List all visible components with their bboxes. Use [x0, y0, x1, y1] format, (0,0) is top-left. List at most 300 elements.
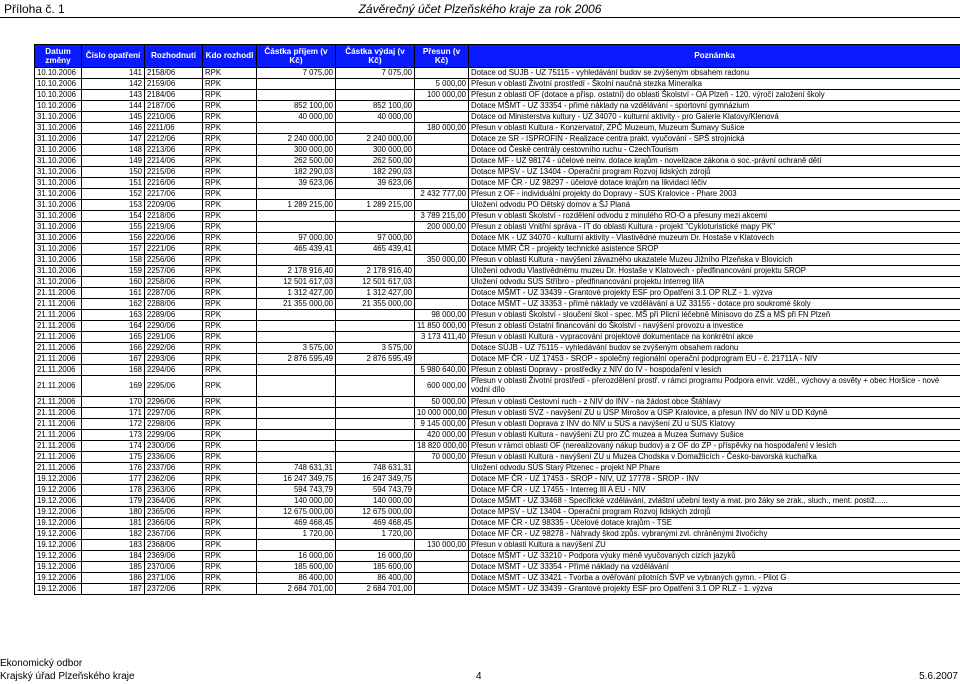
- row-date: 31.10.2006: [35, 134, 82, 145]
- row-decision: 2299/06: [145, 430, 203, 441]
- row-transfer: [415, 551, 469, 562]
- row-date: 19.12.2006: [35, 474, 82, 485]
- table-row: [35, 573, 960, 584]
- row-date: 21.11.2006: [35, 408, 82, 419]
- row-decision: 2296/06: [145, 397, 203, 408]
- row-note: Přesun v rámci oblasti OF (nerealizovaný nákup budov) a z OF do ZP - příspěvky na hospodaření v lesích: [469, 441, 960, 452]
- row-income: [257, 419, 336, 430]
- row-income: [257, 123, 336, 134]
- row-date: 31.10.2006: [35, 266, 82, 277]
- table-row: [35, 518, 960, 529]
- row-measure-number: 182: [82, 529, 145, 540]
- row-income: [257, 376, 336, 397]
- row-measure-number: 141: [82, 68, 145, 79]
- row-expense: 185 600,00: [336, 562, 415, 573]
- row-decision: 2187/06: [145, 101, 203, 112]
- row-measure-number: 161: [82, 288, 145, 299]
- row-note: Přesun v oblasti SVZ - navýšení ZU u ÚSP Mirošov a ÚSP Kralovice, a přesun INV do NIV u DD Kdyně: [469, 408, 960, 419]
- row-measure-number: 171: [82, 408, 145, 419]
- row-expense: [336, 211, 415, 222]
- table-row: [35, 79, 960, 90]
- row-note: Dotace MPSV - UZ 13404 - Operační program Rozvoj lidských zdrojů: [469, 507, 960, 518]
- row-decided-by: RPK: [203, 178, 257, 189]
- table-row: [35, 540, 960, 551]
- row-income: [257, 441, 336, 452]
- row-expense: 1 720,00: [336, 529, 415, 540]
- table-row: [35, 90, 960, 101]
- row-measure-number: 183: [82, 540, 145, 551]
- row-expense: 2 178 916,40: [336, 266, 415, 277]
- row-note: Dotace MŠMT - UZ 33439 - Grantové projekty ESF pro Opatření 3.1 OP RLZ - 1. výzva: [469, 288, 960, 299]
- table-row: [35, 584, 960, 595]
- page-header: [0, 0, 960, 18]
- row-expense: [336, 397, 415, 408]
- row-income: 1 312 427,00: [257, 288, 336, 299]
- row-measure-number: 150: [82, 167, 145, 178]
- row-income: [257, 79, 336, 90]
- row-note: Přesun v oblasti Kultura a navýšení ZU: [469, 540, 960, 551]
- row-measure-number: 175: [82, 452, 145, 463]
- row-transfer: [415, 156, 469, 167]
- row-transfer: [415, 167, 469, 178]
- table-row: [35, 562, 960, 573]
- row-decision: 2214/06: [145, 156, 203, 167]
- row-note: Přesun v oblasti Kultura - navýšení ZU u Muzea Chodska v Domažlicích - Česko-bavorská kuchařka: [469, 452, 960, 463]
- row-decision: 2290/06: [145, 321, 203, 332]
- row-note: Dotace MŠMT - UZ 33353 - přímé náklady ve vzdělávání a UZ 33155 - dotace pro soukromé školy: [469, 299, 960, 310]
- table-row: [35, 211, 960, 222]
- table-row: [35, 332, 960, 343]
- row-measure-number: 164: [82, 321, 145, 332]
- row-expense: 12 501 617,03: [336, 277, 415, 288]
- row-transfer: 420 000,00: [415, 430, 469, 441]
- row-date: 10.10.2006: [35, 79, 82, 90]
- row-measure-number: 178: [82, 485, 145, 496]
- row-date: 21.11.2006: [35, 310, 82, 321]
- row-measure-number: 174: [82, 441, 145, 452]
- row-decision: 2297/06: [145, 408, 203, 419]
- row-decided-by: RPK: [203, 376, 257, 397]
- row-transfer: [415, 496, 469, 507]
- row-measure-number: 146: [82, 123, 145, 134]
- row-measure-number: 187: [82, 584, 145, 595]
- row-income: 300 000,00: [257, 145, 336, 156]
- document-title: Závěrečný účet Plzeňského kraje za rok 2006: [358, 2, 602, 16]
- row-decided-by: RPK: [203, 68, 257, 79]
- row-measure-number: 148: [82, 145, 145, 156]
- row-measure-number: 180: [82, 507, 145, 518]
- row-date: 21.11.2006: [35, 299, 82, 310]
- row-date: 19.12.2006: [35, 551, 82, 562]
- row-transfer: 5 980 640,00: [415, 365, 469, 376]
- row-income: 262 500,00: [257, 156, 336, 167]
- row-expense: [336, 189, 415, 200]
- row-measure-number: 168: [82, 365, 145, 376]
- row-transfer: [415, 68, 469, 79]
- row-transfer: [415, 529, 469, 540]
- row-transfer: [415, 288, 469, 299]
- row-transfer: [415, 474, 469, 485]
- row-decision: 2184/06: [145, 90, 203, 101]
- row-measure-number: 145: [82, 112, 145, 123]
- row-note: Uložení odvodu Vlastivědnému muzeu Dr. Hostaše v Klatovech - předfinancování projektu SROP: [469, 266, 960, 277]
- footer-office: Krajský úřad Plzeňského kraje: [0, 671, 135, 682]
- row-date: 31.10.2006: [35, 145, 82, 156]
- row-measure-number: 172: [82, 419, 145, 430]
- table-row: [35, 485, 960, 496]
- row-transfer: [415, 507, 469, 518]
- row-note: Přesun z oblasti Dopravy - prostředky z NIV do IV - hospodaření v lesích: [469, 365, 960, 376]
- row-decision: 2159/06: [145, 79, 203, 90]
- page-number: 4: [476, 671, 482, 682]
- table-row: [35, 430, 960, 441]
- row-income: [257, 321, 336, 332]
- row-date: 19.12.2006: [35, 529, 82, 540]
- row-decision: 2209/06: [145, 200, 203, 211]
- table-row: [35, 288, 960, 299]
- row-measure-number: 181: [82, 518, 145, 529]
- row-transfer: [415, 200, 469, 211]
- table-row: [35, 145, 960, 156]
- row-transfer: [415, 134, 469, 145]
- row-expense: [336, 255, 415, 266]
- row-income: [257, 452, 336, 463]
- row-transfer: [415, 343, 469, 354]
- row-income: 469 468,45: [257, 518, 336, 529]
- table-row: [35, 277, 960, 288]
- row-date: 19.12.2006: [35, 540, 82, 551]
- table-row: [35, 321, 960, 332]
- row-date: 21.11.2006: [35, 452, 82, 463]
- row-income: [257, 90, 336, 101]
- row-date: 21.11.2006: [35, 321, 82, 332]
- row-income: 2 684 701,00: [257, 584, 336, 595]
- row-decided-by: RPK: [203, 430, 257, 441]
- table-row: [35, 397, 960, 408]
- row-decision: 2287/06: [145, 288, 203, 299]
- table-row: [35, 156, 960, 167]
- row-income: 21 355 000,00: [257, 299, 336, 310]
- row-measure-number: 147: [82, 134, 145, 145]
- row-expense: [336, 90, 415, 101]
- row-measure-number: 167: [82, 354, 145, 365]
- row-income: 594 743,79: [257, 485, 336, 496]
- row-note: Dotace od SÚJB - UZ 75115 - vyhledávání budov se zvýšeným obsahem radonu: [469, 68, 960, 79]
- row-decision: 2289/06: [145, 310, 203, 321]
- row-expense: 1 312 427,00: [336, 288, 415, 299]
- row-expense: [336, 430, 415, 441]
- row-date: 31.10.2006: [35, 156, 82, 167]
- row-date: 19.12.2006: [35, 496, 82, 507]
- row-decided-by: RPK: [203, 255, 257, 266]
- row-date: 10.10.2006: [35, 90, 82, 101]
- row-note: Dotace MK - UZ 34070 - kulturní aktivity - Vlastivědné muzeum Dr. Hostaše v Klatovech: [469, 233, 960, 244]
- row-measure-number: 165: [82, 332, 145, 343]
- row-note: Dotace MŠMT - UZ 33439 - Grantové projekty ESF pro Opatření 3.1 OP RLZ - 1. výzva: [469, 584, 960, 595]
- row-date: 31.10.2006: [35, 255, 82, 266]
- row-transfer: 600 000,00: [415, 376, 469, 397]
- row-decided-by: RPK: [203, 222, 257, 233]
- row-date: 19.12.2006: [35, 485, 82, 496]
- row-expense: [336, 321, 415, 332]
- row-transfer: [415, 299, 469, 310]
- row-expense: [336, 408, 415, 419]
- row-income: [257, 310, 336, 321]
- row-note: Přesun v oblasti Doprava z INV do NIV u SÚS a navýšení ZU u SÚS Klatovy: [469, 419, 960, 430]
- row-transfer: 2 432 777,00: [415, 189, 469, 200]
- col-expense: Částka výdaj (v Kč): [336, 45, 415, 68]
- row-decision: 2370/06: [145, 562, 203, 573]
- row-expense: 86 400,00: [336, 573, 415, 584]
- row-decided-by: RPK: [203, 584, 257, 595]
- row-measure-number: 169: [82, 376, 145, 397]
- row-decided-by: RPK: [203, 156, 257, 167]
- row-note: Dotace MF ČR - UZ 17455 - Interreg III A EU - NIV: [469, 485, 960, 496]
- row-note: Uložení odvodu SÚS Stříbro - předfinancování projektu Interreg IIIA: [469, 277, 960, 288]
- row-decided-by: RPK: [203, 540, 257, 551]
- row-transfer: [415, 354, 469, 365]
- row-decision: 2292/06: [145, 343, 203, 354]
- row-measure-number: 158: [82, 255, 145, 266]
- row-decided-by: RPK: [203, 299, 257, 310]
- row-decision: 2369/06: [145, 551, 203, 562]
- row-expense: 2 876 595,49: [336, 354, 415, 365]
- row-date: 19.12.2006: [35, 518, 82, 529]
- row-income: 97 000,00: [257, 233, 336, 244]
- table-row: [35, 134, 960, 145]
- row-decided-by: RPK: [203, 244, 257, 255]
- row-decided-by: RPK: [203, 310, 257, 321]
- row-date: 21.11.2006: [35, 463, 82, 474]
- row-decision: 2218/06: [145, 211, 203, 222]
- row-decision: 2291/06: [145, 332, 203, 343]
- row-decided-by: RPK: [203, 134, 257, 145]
- row-transfer: [415, 277, 469, 288]
- row-date: 21.11.2006: [35, 397, 82, 408]
- row-note: Přesun v oblasti Životní prostředí - Školní naučná stezka Mineralka: [469, 79, 960, 90]
- row-transfer: 200 000,00: [415, 222, 469, 233]
- row-date: 31.10.2006: [35, 189, 82, 200]
- row-decided-by: RPK: [203, 266, 257, 277]
- row-income: [257, 332, 336, 343]
- row-decision: 2158/06: [145, 68, 203, 79]
- row-income: 2 240 000,00: [257, 134, 336, 145]
- row-transfer: [415, 101, 469, 112]
- row-decided-by: RPK: [203, 408, 257, 419]
- row-note: Přesun v oblasti Školství - sloučení škol - spec. MŠ při Plicní léčebně Minisovo do ZŠ a MŠ při FN Plzeň: [469, 310, 960, 321]
- row-note: Dotace MŠMT - UZ 33421 - Tvorba a ověřování pilotních ŠVP ve vybraných gymn. - Pilot G: [469, 573, 960, 584]
- row-note: Dotace MŠMT - UZ 33354 - přímé náklady na vzdělávání - sportovní gymnázium: [469, 101, 960, 112]
- table-row: [35, 365, 960, 376]
- table-row: [35, 200, 960, 211]
- row-measure-number: 151: [82, 178, 145, 189]
- row-transfer: 9 145 000,00: [415, 419, 469, 430]
- row-income: 12 501 617,03: [257, 277, 336, 288]
- row-decision: 2294/06: [145, 365, 203, 376]
- row-note: Dotace MF ČR - UZ 98297 - účelové dotace krajům na likvidaci léčiv: [469, 178, 960, 189]
- row-decision: 2257/06: [145, 266, 203, 277]
- row-decided-by: RPK: [203, 123, 257, 134]
- row-income: [257, 397, 336, 408]
- row-decision: 2221/06: [145, 244, 203, 255]
- header-rule: [0, 17, 960, 18]
- row-decision: 2337/06: [145, 463, 203, 474]
- row-decided-by: RPK: [203, 112, 257, 123]
- row-note: Přesun v oblasti Kultura - navýšení závazného ukazatele Muzeu Jižního Plzeňska v Blovicích: [469, 255, 960, 266]
- table-row: [35, 233, 960, 244]
- row-note: Přesun v oblasti Cestovní ruch - z NIV do INV - na žádost obce Štáhlavy: [469, 397, 960, 408]
- row-date: 19.12.2006: [35, 584, 82, 595]
- row-date: 21.11.2006: [35, 332, 82, 343]
- row-expense: 97 000,00: [336, 233, 415, 244]
- row-income: 2 876 595,49: [257, 354, 336, 365]
- row-date: 21.11.2006: [35, 354, 82, 365]
- row-note: Dotace od České centrály cestovního ruchu - CzechTourism: [469, 145, 960, 156]
- row-measure-number: 157: [82, 244, 145, 255]
- row-transfer: [415, 562, 469, 573]
- row-decided-by: RPK: [203, 79, 257, 90]
- row-transfer: [415, 573, 469, 584]
- row-decision: 2212/06: [145, 134, 203, 145]
- row-measure-number: 186: [82, 573, 145, 584]
- row-decided-by: RPK: [203, 321, 257, 332]
- row-measure-number: 156: [82, 233, 145, 244]
- row-date: 31.10.2006: [35, 200, 82, 211]
- row-measure-number: 153: [82, 200, 145, 211]
- row-date: 31.10.2006: [35, 112, 82, 123]
- row-transfer: 18 820 000,00: [415, 441, 469, 452]
- row-expense: 300 000,00: [336, 145, 415, 156]
- row-decision: 2210/06: [145, 112, 203, 123]
- table-row: [35, 101, 960, 112]
- row-decided-by: RPK: [203, 211, 257, 222]
- row-date: 31.10.2006: [35, 123, 82, 134]
- row-note: Přesun v oblasti Životní prostředí - přerozdělení prostř. v rámci programu Podpora envir. vzděl., výchovy a osvěty + obec Horšice - nové vodní dílo: [469, 376, 960, 397]
- row-transfer: 180 000,00: [415, 123, 469, 134]
- row-date: 10.10.2006: [35, 101, 82, 112]
- row-note: Přesun z oblasti Vnitřní správa - IT do oblasti Kultura - projekt "Cykloturistické mapy PK": [469, 222, 960, 233]
- row-date: 21.11.2006: [35, 441, 82, 452]
- col-measure-number: Číslo opatření: [82, 45, 145, 68]
- row-decided-by: RPK: [203, 419, 257, 430]
- row-date: 19.12.2006: [35, 507, 82, 518]
- row-income: 2 178 916,40: [257, 266, 336, 277]
- table-row: [35, 222, 960, 233]
- row-measure-number: 155: [82, 222, 145, 233]
- row-measure-number: 159: [82, 266, 145, 277]
- table-row: [35, 496, 960, 507]
- row-date: 31.10.2006: [35, 178, 82, 189]
- row-note: Uložení odvodu PO Dětský domov a ŠJ Planá: [469, 200, 960, 211]
- attachment-label: Příloha č. 1: [4, 2, 65, 16]
- row-expense: [336, 332, 415, 343]
- table-row: [35, 310, 960, 321]
- row-expense: 7 075,00: [336, 68, 415, 79]
- table-row: [35, 354, 960, 365]
- row-note: Dotace SÚJB - UZ 75115 - vyhledávání budov se zvýšeným obsahem radonu: [469, 343, 960, 354]
- row-decision: 2363/06: [145, 485, 203, 496]
- row-transfer: [415, 244, 469, 255]
- row-decided-by: RPK: [203, 397, 257, 408]
- row-expense: 2 684 701,00: [336, 584, 415, 595]
- row-income: 3 575,00: [257, 343, 336, 354]
- row-decision: 2362/06: [145, 474, 203, 485]
- row-measure-number: 143: [82, 90, 145, 101]
- row-transfer: [415, 112, 469, 123]
- row-decision: 2258/06: [145, 277, 203, 288]
- row-transfer: 100 000,00: [415, 90, 469, 101]
- row-decided-by: RPK: [203, 233, 257, 244]
- table-row: [35, 68, 960, 79]
- row-expense: 465 439,41: [336, 244, 415, 255]
- col-date: Datum změny: [35, 45, 82, 68]
- row-income: 465 439,41: [257, 244, 336, 255]
- row-transfer: [415, 485, 469, 496]
- row-decided-by: RPK: [203, 562, 257, 573]
- row-expense: [336, 365, 415, 376]
- table-row: [35, 178, 960, 189]
- row-note: Přesun z oblasti OF (dotace a přísp. ostatní) do oblasti Školství - OA Plzeň - 120. výročí založení školy: [469, 90, 960, 101]
- row-transfer: 70 000,00: [415, 452, 469, 463]
- row-income: 39 623,06: [257, 178, 336, 189]
- row-decision: 2288/06: [145, 299, 203, 310]
- table-row: [35, 551, 960, 562]
- row-transfer: [415, 233, 469, 244]
- row-transfer: [415, 463, 469, 474]
- row-decision: 2298/06: [145, 419, 203, 430]
- row-date: 10.10.2006: [35, 68, 82, 79]
- table-row: [35, 123, 960, 134]
- row-decided-by: RPK: [203, 507, 257, 518]
- row-decided-by: RPK: [203, 365, 257, 376]
- row-income: 16 000,00: [257, 551, 336, 562]
- row-decided-by: RPK: [203, 518, 257, 529]
- col-income: Částka příjem (v Kč): [257, 45, 336, 68]
- row-expense: [336, 123, 415, 134]
- row-note: Dotace MF ČR - UZ 17453 - SROP - společný regionální operační podprogram EU - č. 21711A - NIV: [469, 354, 960, 365]
- row-expense: 39 623,06: [336, 178, 415, 189]
- row-note: Dotace MF ČR - UZ 17453 - SROP - NIV, UZ 17778 - SROP - INV: [469, 474, 960, 485]
- row-income: [257, 255, 336, 266]
- row-decided-by: RPK: [203, 529, 257, 540]
- row-date: 21.11.2006: [35, 419, 82, 430]
- row-decided-by: RPK: [203, 343, 257, 354]
- table-row: [35, 189, 960, 200]
- table-row: [35, 463, 960, 474]
- row-expense: 748 631,31: [336, 463, 415, 474]
- row-note: Dotace MF ČR - UZ 98278 - Náhrady škod způs. vybranými zvl. chráněnými živočichy: [469, 529, 960, 540]
- row-expense: 594 743,79: [336, 485, 415, 496]
- row-transfer: [415, 584, 469, 595]
- row-date: 21.11.2006: [35, 430, 82, 441]
- row-decision: 2366/06: [145, 518, 203, 529]
- row-expense: 40 000,00: [336, 112, 415, 123]
- row-decided-by: RPK: [203, 496, 257, 507]
- row-income: 182 290,03: [257, 167, 336, 178]
- col-transfer: Přesun (v Kč): [415, 45, 469, 68]
- row-decided-by: RPK: [203, 167, 257, 178]
- table-row: [35, 507, 960, 518]
- row-note: Dotace MŠMT - UZ 33468 - Specifické vzdělávání, zvláštní učební texty a mat. pro žáky se zrak., sluch., ment. postiž......: [469, 496, 960, 507]
- row-expense: 21 355 000,00: [336, 299, 415, 310]
- table-row: [35, 343, 960, 354]
- row-note: Dotace MPSV - UZ 13404 - Operační program Rozvoj lidských zdrojů: [469, 167, 960, 178]
- row-decided-by: RPK: [203, 90, 257, 101]
- row-transfer: 5 000,00: [415, 79, 469, 90]
- row-note: Přesun v oblasti Kultura - navýšení ZU pro ZČ muzea a Muzea Šumavy Sušice: [469, 430, 960, 441]
- row-income: 86 400,00: [257, 573, 336, 584]
- row-expense: [336, 376, 415, 397]
